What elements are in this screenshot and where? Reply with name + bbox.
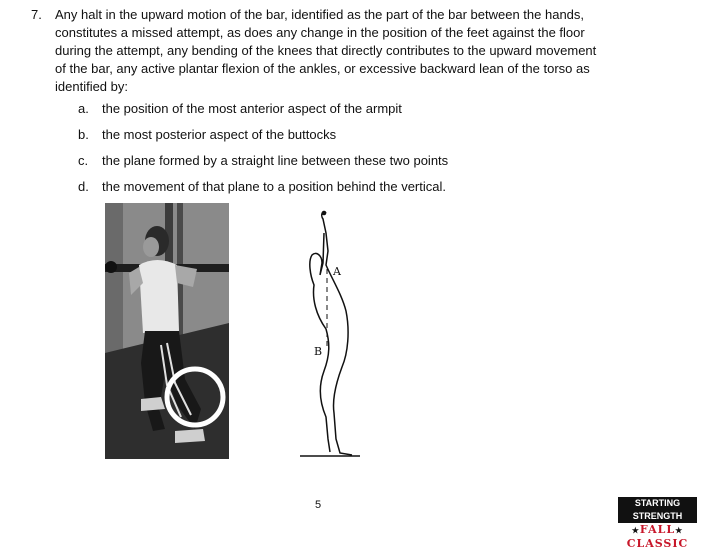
page-number: 5 (314, 499, 322, 511)
body-outline (310, 212, 352, 455)
rule-paragraph (55, 6, 655, 96)
star-icon: ★ (675, 525, 684, 535)
criteria-text: the position of the most anterior aspect of the armpit (102, 101, 402, 116)
rule-line: Any halt in the upward motion of the bar, identified as the part of the bar between the hands, (55, 7, 585, 22)
criteria-text: the most posterior aspect of the buttocks (102, 127, 337, 142)
criteria-letter: a. (78, 101, 89, 116)
rule-line: of the bar, any active plantar flexion of the ankles, or excessive backward lean of the torso as (55, 61, 590, 76)
rule-line: during the attempt, any bending of the knees that directly contributes to the upward movement (55, 43, 597, 58)
rule-line: constitutes a missed attempt, as does any change in the position of the feet against the floor (55, 25, 585, 40)
criteria-letter: b. (78, 127, 89, 142)
press-photo-illustration (105, 203, 229, 459)
criteria-letter: d. (78, 179, 89, 194)
fist-point (322, 211, 327, 216)
logo-fall-text: FALL (639, 523, 676, 536)
rule-line: identified by: (55, 79, 128, 94)
label-b: B (314, 345, 323, 358)
press-photo (105, 203, 229, 459)
rule-number: 7. (31, 7, 42, 22)
criteria-text: the movement of that plane to a position behind the vertical. (102, 179, 446, 194)
star-icon: ★ (631, 525, 640, 535)
logo-line-classic: CLASSIC (626, 537, 689, 550)
posture-diagram (290, 203, 370, 461)
logo-line-starting-strength: STARTING STRENGTH (618, 497, 697, 523)
logo-line-fall (618, 523, 697, 537)
fall-classic-logo (618, 497, 697, 550)
label-a: A (333, 265, 341, 278)
criteria-letter: c. (78, 153, 89, 168)
criteria-text: the plane formed by a straight line between these two points (102, 153, 449, 168)
